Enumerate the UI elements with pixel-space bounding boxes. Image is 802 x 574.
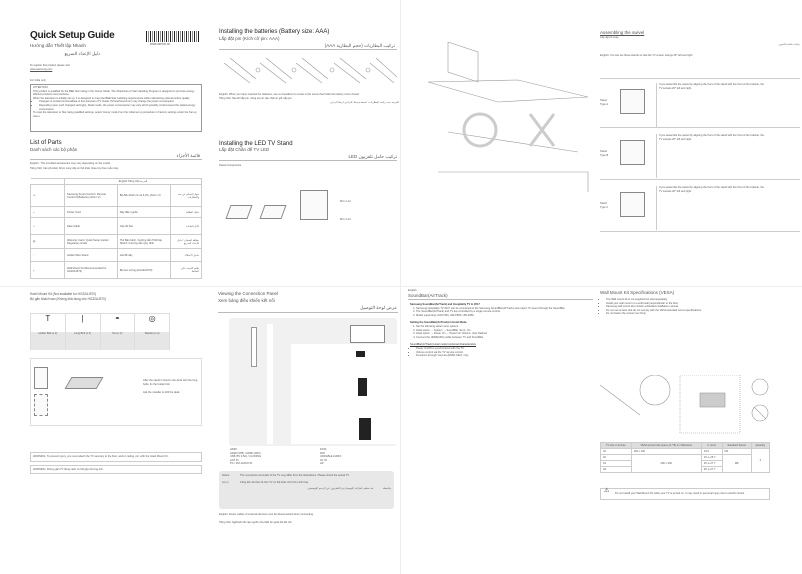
swivel-row-label: Stand Type B bbox=[600, 150, 609, 157]
stand-assembly-illustration bbox=[300, 190, 328, 220]
attention-text: To reset the television to Star rating qualified settings, select 'Home' mode from the initial set up procedure in Factory settings under the Set up menu. bbox=[33, 111, 197, 118]
part-label: Holder Bolt (x 2) bbox=[31, 332, 65, 350]
swivel-row-label: Stand Type C bbox=[600, 202, 609, 209]
swivel-row-text: If you assemble the swivel by aligning the front of the stand with the front of the bracket, the TV swivels 20° left and right. bbox=[656, 186, 766, 230]
legend-item: RJP bbox=[320, 451, 325, 455]
power-cord-icon: ⌁ bbox=[31, 207, 65, 218]
list-item: 3. Hotel option → Power On → Power On Volume: User Defined bbox=[416, 332, 595, 336]
batteries-title-vi: Lắp đặt pin (Kích cỡ pin: AAA) bbox=[219, 36, 280, 41]
connection-panel-diagram bbox=[229, 318, 397, 446]
list-item: • Install your wall mount on a solid wall perpendicular to the floor. bbox=[606, 302, 780, 306]
note-text: Cổng kết nối thực tế trên TV có thể khác với hình minh họa. bbox=[240, 480, 309, 484]
column-header: TV size in inches bbox=[601, 443, 632, 449]
soundbar-content bbox=[410, 303, 595, 358]
section-heading: Setting the SoundBar(AirTrack) in Hotel Mode. bbox=[410, 321, 468, 325]
swivel-row bbox=[600, 78, 800, 128]
vesa-table bbox=[600, 442, 770, 473]
swivel-illustration bbox=[620, 192, 645, 217]
connection-text-vi: Tiếng Việt: Ngắt kết nối cáp nguồn của thiết bị ngoài khi kết nối. bbox=[219, 521, 293, 524]
batteries-text-en: English: When you have inserted the batteries, use a screwdriver to screw in the screw that holds the battery cover closed. bbox=[219, 93, 360, 96]
connection-title-ar: عرض لوحة التوصيل bbox=[360, 305, 397, 310]
part-name: Samsung Smart Control / Remote Control & Batteries (AAA x 2) bbox=[65, 185, 118, 207]
swivel-row-text: If you assemble the swivel by aligning the front of the stand with the front of the bracket, the TV swivels 20° left and right. bbox=[656, 134, 766, 178]
long-bolt-icon: | bbox=[81, 314, 84, 323]
wallmount-illustration bbox=[600, 375, 775, 435]
batteries-text-ar: العربية: بعد تركيب البطاريات، استخدم مفك البراغي لربط البرغي. bbox=[329, 101, 399, 104]
attention-bullet: • Depending upon such changed setting(s), Retail mode, the power consumption may vary which possibly could exceed the stated energy consumption. bbox=[39, 104, 199, 111]
legend-item: VARIABLE AUDIO bbox=[320, 455, 342, 459]
bolt-icon: T bbox=[45, 314, 51, 323]
part-name: كابل البيانات bbox=[171, 218, 202, 235]
list-item: • Do not use screws that do not comply with the VESA standard screw specifications. bbox=[606, 309, 780, 313]
register-text: To register this product please visit bbox=[30, 64, 70, 67]
connection-legend-left bbox=[230, 448, 310, 466]
long-bolt-part bbox=[66, 314, 101, 349]
section-heading: SoundBar(AirTrack) Hotel mode functional characteristics bbox=[410, 343, 476, 347]
washer-icon: ◎ bbox=[148, 314, 156, 323]
list-item: 1. Samsung Hospitality TV 2017 can be connected to the Samsung SoundBar(AirTrack) and output TV sound through the SoundBar. bbox=[416, 307, 595, 311]
part-name: سلك الطاقة bbox=[171, 207, 202, 218]
note-label: Notice bbox=[222, 474, 230, 477]
list-item: • Samsung wall mount kits contain a detailed installation manual. bbox=[606, 305, 780, 309]
table-row: 43 25.1~27.7 bbox=[601, 461, 770, 467]
connection-title-vi: Xem bảng điều khiển kết nối bbox=[218, 298, 275, 303]
part-name: Power Cord bbox=[65, 207, 118, 218]
section-heading: Samsung SoundBar(AirTrack) and Hospitality TV in 2017 bbox=[410, 303, 480, 306]
stand-base-illustration bbox=[225, 205, 252, 219]
documents-icon: ▤ bbox=[31, 235, 65, 249]
table-row: 49 25.1~27.7 bbox=[601, 467, 770, 473]
detail-illustration bbox=[34, 367, 48, 389]
list-item: • Volume control via the TV remote control. bbox=[416, 351, 595, 355]
swivel-illustration bbox=[620, 89, 645, 114]
column-header: VESA screw hole specs (A * B) in millimeters bbox=[631, 443, 701, 449]
part-label: Washer (x 2) bbox=[135, 332, 169, 350]
note-text: قد تختلف أطراف التوصيل في التلفزيون عن الرسم التوضيحي. bbox=[306, 487, 373, 491]
rear-panel bbox=[291, 344, 397, 444]
india-attention-box bbox=[30, 84, 202, 132]
parts-note: English : The provided accessories may vary depending on the model. bbox=[30, 162, 111, 165]
swivel-title-vi: Lắp ráp bộ xoay bbox=[600, 36, 619, 39]
part-name: بطاقة الضمان / دليل الإعداد السريع bbox=[171, 235, 202, 249]
column-header: Quantity bbox=[751, 443, 769, 449]
port bbox=[359, 418, 371, 440]
parts-note: Tiếng Việt: Các phụ kiện được cung cấp có thể khác nhau tùy theo mẫu máy. bbox=[30, 167, 119, 170]
legend-item: PC / DVI AUDIO IN bbox=[230, 462, 253, 466]
list-item: • Power On/Off is synchronized with the TV. bbox=[416, 347, 595, 351]
attention-text: When the television is initially set up, it is designed to meet the BEE Star Labelling requirements while maintaining optimal picture quality. bbox=[33, 96, 191, 100]
column-header: Standard Screw bbox=[722, 443, 751, 449]
part-name: Wall Mount Kit (Recommended for HG32AJ570) bbox=[65, 262, 118, 279]
connection-notes bbox=[219, 471, 394, 509]
swivel-row-label: Stand Type A bbox=[600, 99, 608, 106]
legend-item: AV IN bbox=[320, 458, 327, 462]
batteries-title: Installing the batteries (Battery size: AAA) bbox=[219, 29, 330, 35]
fold-line bbox=[400, 0, 401, 574]
list-item: • Functions through 'Anynet+(HDMI-CEC)' only. bbox=[416, 354, 595, 358]
mount-plate-illustration bbox=[65, 377, 104, 389]
part-name: طقم التثبيت على الحائط bbox=[171, 262, 202, 279]
list-item: • Do not fasten the screws too firmly. bbox=[606, 312, 780, 316]
parts-title-ar: قائمة الأجزاء bbox=[176, 153, 200, 158]
part-name: Dây điện nguồn bbox=[117, 207, 171, 218]
part-name: Bộ điều khiển từ xa & Pin (AAA x 2) bbox=[117, 185, 171, 207]
tv-icon bbox=[350, 325, 385, 343]
wall-mount-icon: ┬ bbox=[31, 262, 65, 279]
part-label: Nut (x 2) bbox=[101, 332, 135, 350]
parts-title: List of Parts bbox=[30, 140, 62, 146]
wire-holder-icon: ◌ bbox=[31, 249, 65, 262]
legend-item: HP bbox=[320, 462, 324, 466]
swivel-illustration bbox=[620, 140, 645, 165]
part-name: Holder-Wire Stand bbox=[65, 249, 118, 262]
washer-part bbox=[135, 314, 169, 349]
side-panel bbox=[251, 327, 257, 367]
part-name: جهاز التحكم عن بعد والبطاريات bbox=[171, 185, 202, 207]
swivel-row bbox=[600, 130, 800, 180]
part-name: Thẻ Bảo hành / Hướng dẫn Thiết lập Nhanh / Hướng dẫn Quy định bbox=[117, 235, 171, 249]
tv-stand-illustration bbox=[418, 42, 518, 102]
india-label: For India only bbox=[30, 79, 46, 82]
part-name: Data Cable bbox=[65, 218, 118, 235]
holder-bolt-part bbox=[31, 314, 66, 349]
batteries-title-ar: تركيب البطاريات (حجم البطارية AAA) bbox=[324, 43, 395, 48]
mount-note: After the stand is fixed to the desk with the long bolts, fix the holder bolt. bbox=[143, 379, 198, 386]
soundbar-title: SoundBar(AirTrack) bbox=[408, 293, 448, 298]
table-row: 40 200 x 200 23.1~25.7 M8 bbox=[601, 455, 770, 461]
part-name: Warranty Card / Quick Setup Guide / Regulatory Guide bbox=[65, 235, 118, 249]
mount-note: Ask the installer to drill the desk. bbox=[143, 391, 181, 394]
guide-title: Quick Setup Guide bbox=[30, 30, 115, 41]
barcode bbox=[146, 31, 199, 42]
remote-icon: ▭ bbox=[31, 185, 65, 207]
part-name: Cáp dữ liệu bbox=[117, 218, 171, 235]
note-label: Lưu ý bbox=[222, 480, 229, 484]
legend-item: HDMI bbox=[230, 448, 237, 451]
column-header: C (mm) bbox=[701, 443, 722, 449]
hotel-mount-parts bbox=[30, 313, 170, 350]
parts-title-vi: Danh sách các bộ phận bbox=[30, 147, 78, 152]
hotel-mount-diagram bbox=[30, 358, 202, 426]
swivel-row bbox=[600, 182, 800, 232]
warning-text: Do not install your Wall Mount Kit while your TV is turned on. It may result in personal injury due to electric shock. bbox=[615, 492, 745, 495]
barcode-number: BN68-09879F-00 bbox=[150, 43, 170, 46]
attention-text: This product is qualified for the BEE Star rating in the 'Home' Mode. The Objectives of Star Labelling Program is designed to promote energy efficient products and practices. bbox=[33, 89, 195, 97]
stand-neck-illustration bbox=[259, 205, 286, 219]
note-label: ملاحظة bbox=[382, 487, 391, 491]
warning-icon: ⚠ bbox=[604, 488, 610, 494]
list-item: 2. Hotel option → System → SoundBar: Set 1, On bbox=[416, 329, 595, 333]
warning-box: WARNING: To prevent injury, you must attach the TV securely to the floor, wall or ceiling, etc. with the Hotel Mount Kit. bbox=[30, 452, 202, 462]
stand-components-label: Stand Components bbox=[219, 164, 242, 167]
nut-icon: ◓ bbox=[114, 314, 120, 323]
stand-title-vi: Lắp đặt Chân đế TV LED bbox=[219, 147, 270, 152]
legend-item: HDMI (STB) / HDMI (ARC) bbox=[230, 451, 261, 455]
swivel-row-text: If you assemble the swivel by aligning the front of the stand with the front of the bracket, the TV swivels 20° left and right. bbox=[656, 83, 766, 127]
legend-item: ANT IN bbox=[230, 458, 239, 462]
table-row: 32 100 x 100 19.5 M4 4 bbox=[601, 449, 770, 455]
stand-title: Installing the LED TV Stand bbox=[219, 141, 293, 147]
warnings bbox=[30, 452, 202, 504]
list-item: 4. Connect the HDMI(ARC) cable between TV and SoundBar. bbox=[416, 336, 595, 340]
part-name: Bộ treo tường (HG32AJ570) bbox=[117, 262, 171, 279]
hotel-mount-title: Hotel Mount Kit (Not available for HG32AJ570) bbox=[30, 292, 97, 296]
wallmount-title: Wall Mount Kit Specifications (VESA) bbox=[600, 290, 675, 295]
guide-title-vi: Hướng dẫn Thiết lập Nhanh bbox=[30, 43, 86, 48]
wallmount-warning bbox=[600, 488, 770, 500]
attention-bullet: • Changes to certain functionalities of this television (TV Guide, Picture/Sound etc) may change the power consumption. bbox=[39, 100, 199, 104]
connection-legend-right bbox=[320, 448, 390, 466]
detail-illustration bbox=[34, 394, 48, 416]
port bbox=[356, 351, 365, 357]
screw-label: M4 x L14 bbox=[340, 218, 351, 221]
swivel-text: English: You can set these stands so that the TV screen swings 20° left and right. bbox=[600, 54, 694, 57]
fold-line bbox=[0, 286, 802, 287]
register-link[interactable]: www.samsung.com bbox=[30, 68, 53, 71]
parts-table bbox=[30, 178, 202, 279]
swivel-title-ar: تركيب قاعدة التدوير bbox=[778, 43, 800, 46]
soundbar-tag: English bbox=[408, 289, 417, 292]
screw-label: M4 x L12 bbox=[340, 200, 351, 203]
legend-item: USB (5V 0.5A) / CLONING bbox=[230, 455, 261, 459]
battery-steps-illustration bbox=[222, 55, 397, 85]
connection-title: Viewing the Connection Panel bbox=[218, 291, 278, 296]
data-cable-icon: ∿ bbox=[31, 218, 65, 235]
port bbox=[358, 378, 367, 396]
part-name: Giá đỡ dây bbox=[117, 249, 171, 262]
attention-title: ATTENTION: bbox=[33, 86, 49, 89]
note-text: The connection terminals of the TV may differ from the illustrations. Please check the actual TV. bbox=[240, 474, 350, 477]
list-item: • The Wall mount kit is not supplied but sold separately. bbox=[606, 298, 780, 302]
parts-table-header: English Tiếng Việt العربية bbox=[65, 179, 202, 185]
list-item: 3. Model supporting: HW-K450, HW-K550, HW-K650 bbox=[416, 314, 595, 318]
part-name: حامل الأسلاك bbox=[171, 249, 202, 262]
list-item: 1. Set the following Hotel menu options. bbox=[416, 325, 595, 329]
part-label: Long Bolt (x 2) bbox=[66, 332, 100, 350]
batteries-text-vi: Tiếng Việt: Sau khi lắp pin, dùng tua vít vặn chặt vít giữ nắp pin. bbox=[219, 97, 293, 100]
warning-box: WARNING: Không gắn TV đúng cách có thể gây thương tích. bbox=[30, 465, 202, 475]
stand-title-ar: تركيب حامل تلفزيون LED bbox=[348, 154, 397, 159]
legend-item: DATA bbox=[320, 448, 327, 451]
hotel-mount-title-vi: Bộ gắn khách sạn (Không khả dụng cho HG32AJ570) bbox=[30, 297, 107, 301]
swivel-title: Assembling the swivel bbox=[600, 30, 645, 35]
guide-title-ar: دليل الإعداد السريع bbox=[64, 51, 100, 56]
nut-part bbox=[101, 314, 136, 349]
stand-correct-incorrect-illustration bbox=[450, 100, 560, 170]
wallmount-notes bbox=[600, 298, 780, 316]
side-panel bbox=[267, 324, 273, 444]
list-item: 2. The SoundBar(AirTrack) and TV are controlled by a single remote control. bbox=[416, 310, 595, 314]
connection-text-en: English: Power cables of external devices must be disconnected when connecting. bbox=[219, 513, 314, 516]
